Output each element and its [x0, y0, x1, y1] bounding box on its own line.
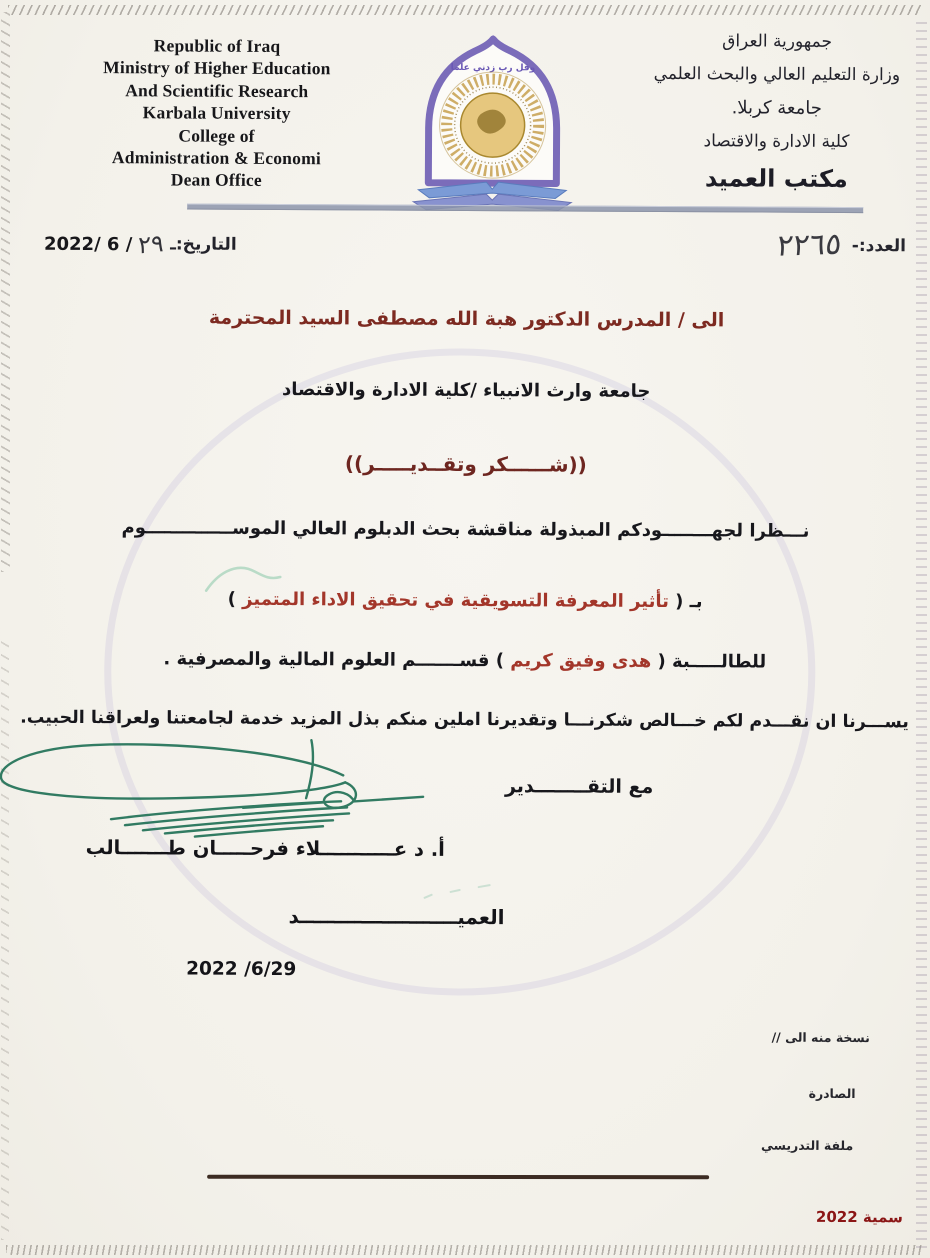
addressee-university-line: جامعة وارث الانبياء /كلية الادارة والاقتصاد	[282, 379, 651, 402]
header-en-line: Karbala University	[142, 102, 291, 124]
addressee-line: الى / المدرس الدكتور هبة الله مصطفى السيد المحترمة	[208, 306, 725, 332]
signature-date: 2022 /6/29	[186, 958, 297, 981]
thesis-suffix: )	[227, 588, 243, 610]
header-en-line: Administration & Economi	[111, 147, 321, 169]
reference-number-handwritten: ٢٢٦٥	[775, 226, 844, 264]
date-printed-part: 2022/ 6 /	[43, 233, 133, 255]
emblem-motto-text: وقل رب زدني علما	[450, 62, 536, 74]
header-english-block	[30, 34, 403, 193]
header-ar-line: جامعة كربلا.	[731, 97, 822, 119]
header-arabic-block	[638, 31, 915, 193]
header-en-line: Dean Office	[170, 169, 262, 191]
dean-title: العميـــــــــــــــــــــــد	[288, 904, 505, 930]
reference-date-row	[44, 230, 237, 259]
header-ar-line: وزارة التعليم العالي والبحث العلمي	[653, 63, 901, 86]
body-thesis-title-line	[40, 588, 890, 613]
footer-year-note: سمية 2022	[815, 1207, 903, 1227]
copy-to-note: نسخة منه الى //	[771, 1029, 870, 1046]
header-en-line: Ministry of Higher Education	[103, 57, 331, 79]
date-label: التاريخ:ـ	[170, 234, 237, 255]
body-student-line	[40, 648, 890, 673]
student-prefix: للطالـــــبة (	[651, 650, 767, 673]
thesis-prefix: بـ (	[668, 591, 703, 613]
university-emblem-icon	[400, 32, 585, 213]
dean-office-title: مكتب العميد	[704, 164, 848, 193]
file-note: ملفة التدريسي	[760, 1137, 854, 1154]
student-suffix: ) قســـــــم العلوم المالية والمصرفية .	[163, 648, 511, 672]
outgoing-note: الصادرة	[808, 1085, 856, 1102]
reference-number-label: العدد:-	[851, 235, 907, 256]
footer-rule	[207, 1175, 709, 1179]
body-paragraph-2: يســـرنا ان نقـــدم لكم خـــالص شكرنـــا وتقديرنا املين منكم بذل المزيد خدمة لجامعتنا ولعراقنا الحبيب.	[20, 707, 909, 733]
dean-name: أ. د عـــــــــــلاء فرحـــــان طـــــــالب	[85, 836, 445, 861]
header-ar-line: جمهورية العراق	[722, 31, 833, 52]
subject-line: ((شــــــكر وتقــديـــــر))	[344, 451, 587, 477]
date-day-handwritten: ٢٩	[138, 228, 165, 260]
reference-number-row	[777, 228, 906, 264]
header-en-line: And Scientific Research	[125, 80, 309, 101]
faint-checkmark-ink	[200, 557, 290, 601]
header-en-line: College of	[178, 125, 255, 146]
header-ar-line: كلية الادارة والاقتصاد	[703, 131, 850, 153]
header-en-line: Republic of Iraq	[153, 35, 281, 57]
student-name: هدى وفيق كريم	[510, 650, 652, 672]
body-paragraph-1: نـــظرا لجهــــــــودكم المبذولة مناقشة بحث الدبلوم العالي الموســــــــــــــوم	[121, 517, 810, 542]
regards-line: مع التقــــــــدير	[504, 775, 654, 798]
thesis-title: تأثير المعرفة التسويقية في تحقيق الاداء المتميز	[242, 588, 669, 613]
